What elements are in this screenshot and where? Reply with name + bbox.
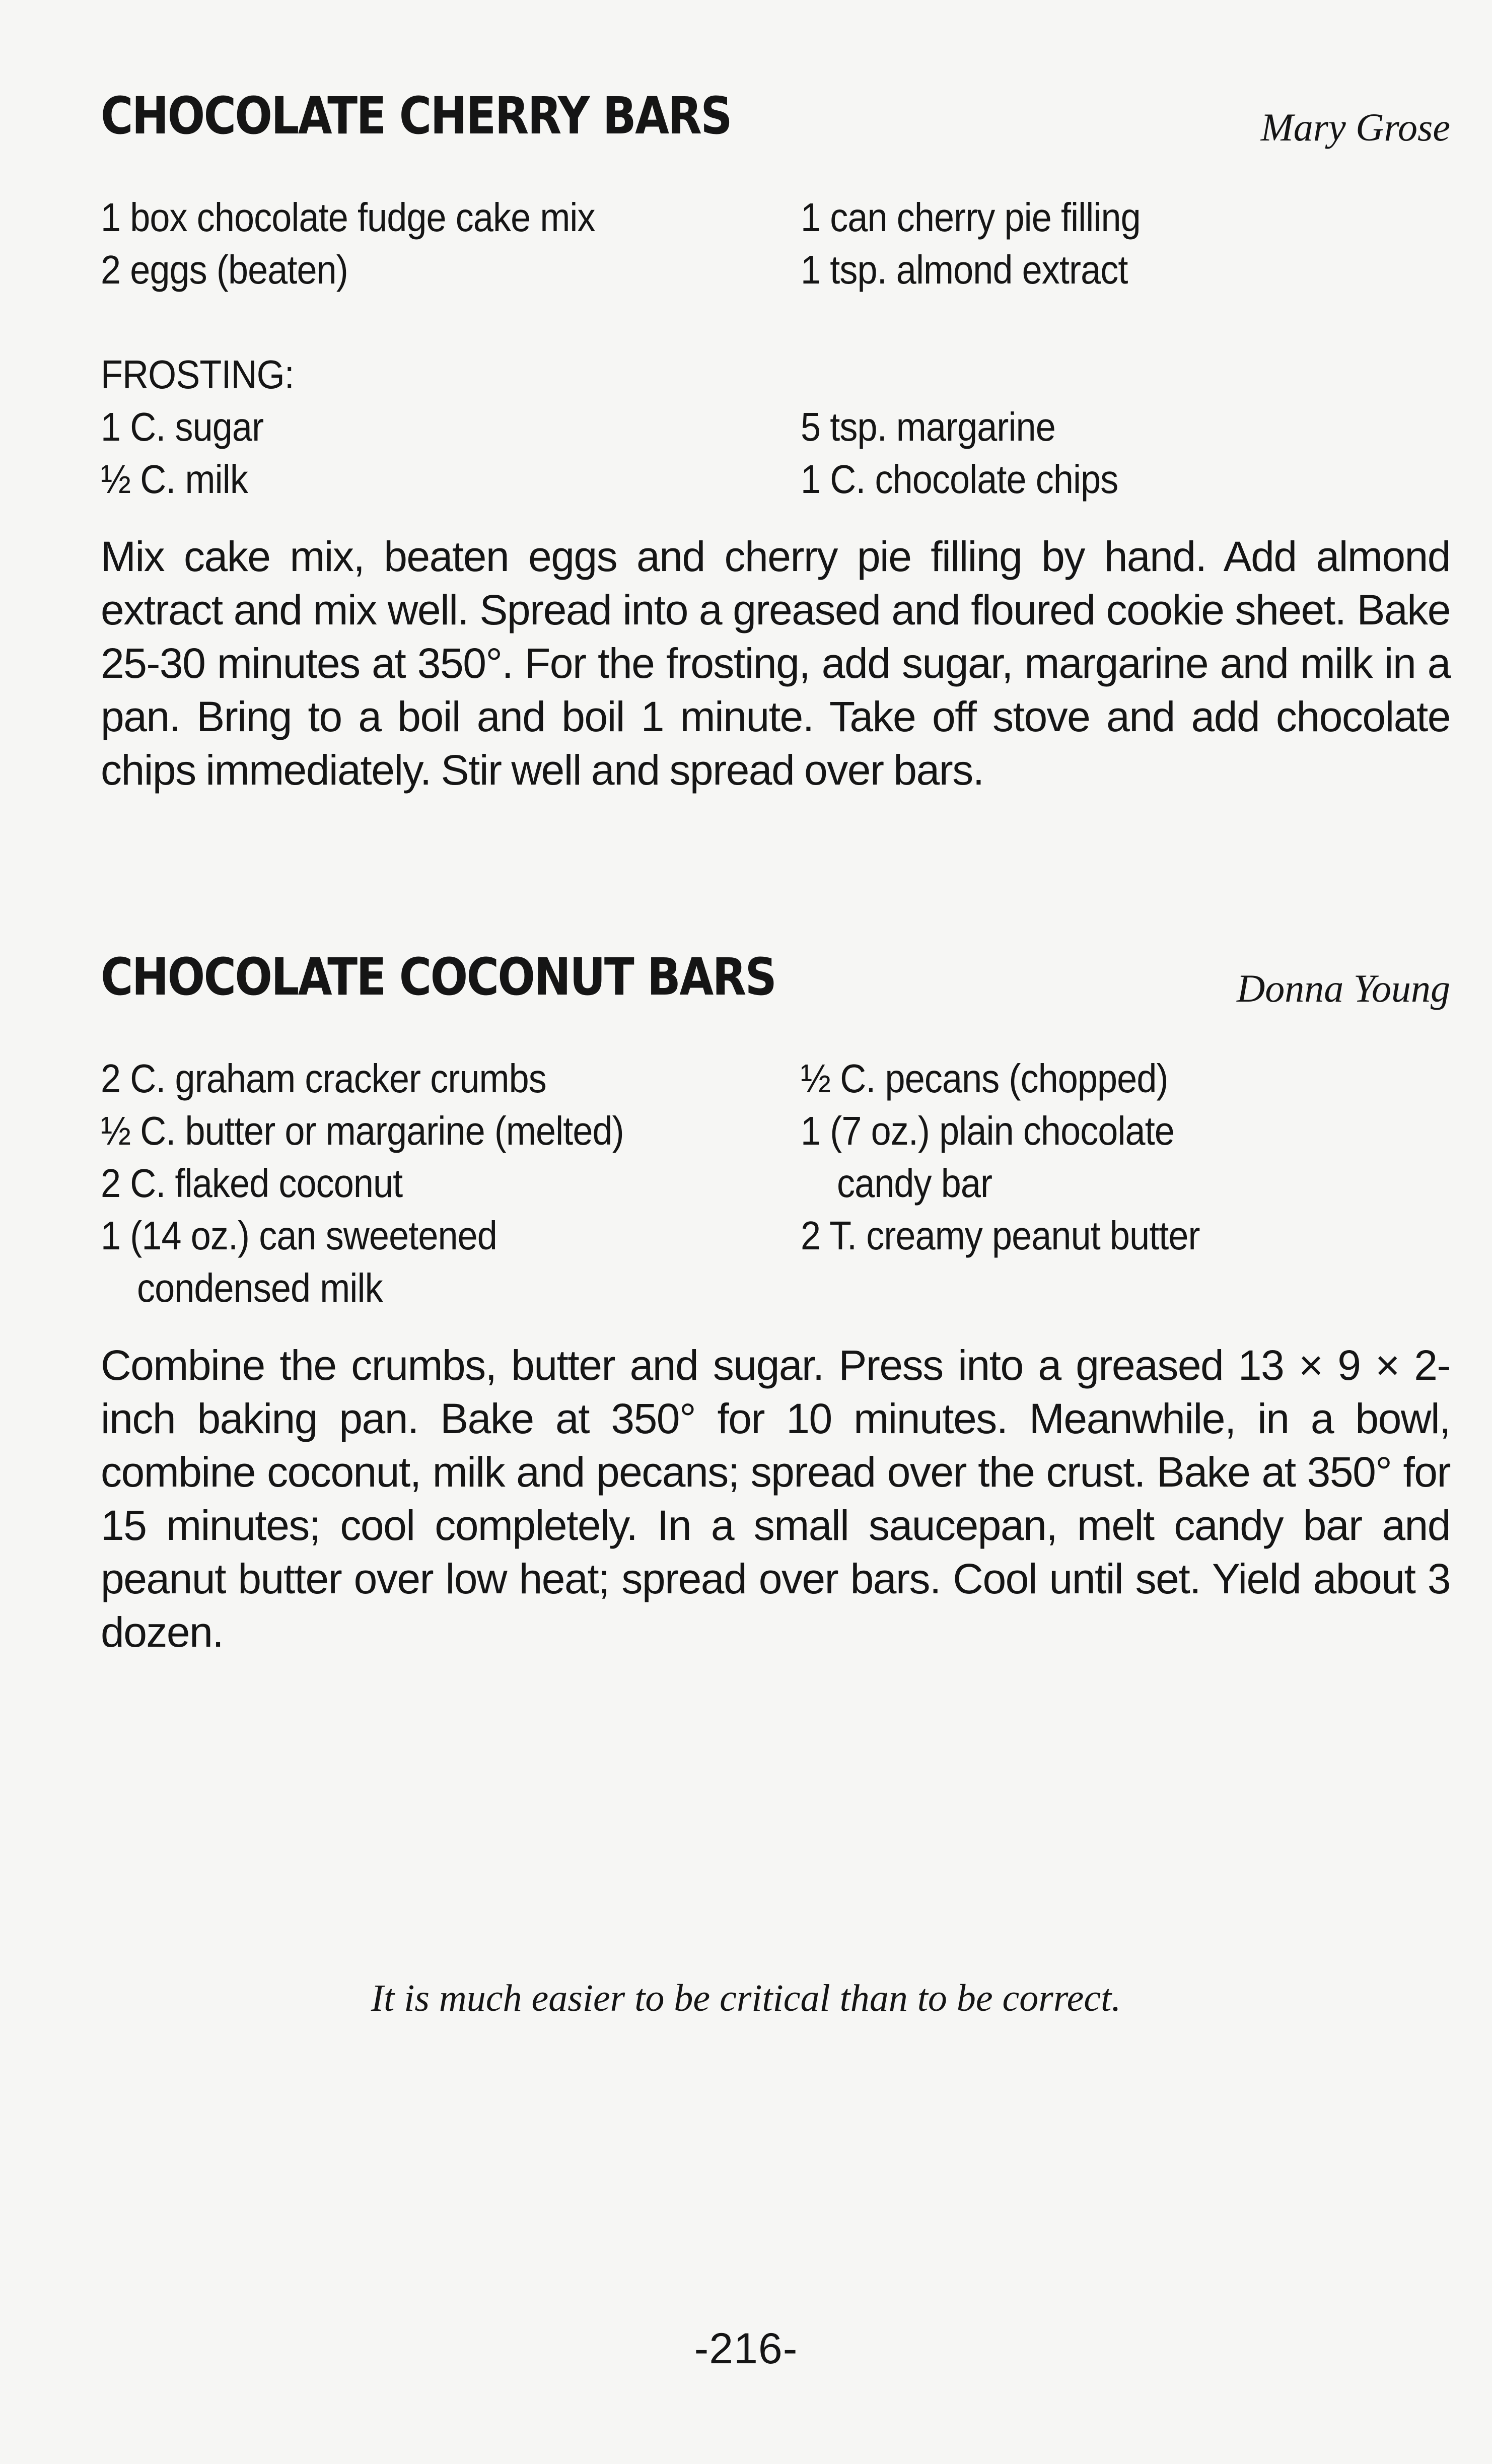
ingredient-item: 2 C. flaked coconut xyxy=(101,1161,403,1206)
ingredient-item: 2 T. creamy peanut butter xyxy=(801,1213,1200,1258)
ingredient-item: 1 tsp. almond extract xyxy=(801,247,1128,292)
recipe-chocolate-coconut-bars xyxy=(101,947,1450,1701)
recipe-chocolate-cherry-bars xyxy=(101,86,1450,839)
page-number: -216- xyxy=(694,2325,798,2373)
frosting-ingredient-item: 1 C. chocolate chips xyxy=(801,457,1118,502)
footer-quote: It is much easier to be critical than to be correct. xyxy=(371,1977,1121,2019)
ingredient-item: 1 (14 oz.) can sweetened xyxy=(101,1213,497,1258)
spacer xyxy=(801,296,1450,348)
ingredient-column-left xyxy=(101,191,801,506)
recipe-header xyxy=(101,86,1450,156)
frosting-ingredient-item: ½ C. milk xyxy=(101,457,248,502)
ingredient-item: 2 C. graham cracker crumbs xyxy=(101,1056,546,1101)
recipe-title: CHOCOLATE COCONUT BARS xyxy=(101,947,776,1007)
recipe-author: Mary Grose xyxy=(1260,105,1450,149)
spacer xyxy=(801,348,1450,401)
frosting-heading: FROSTING: xyxy=(101,352,294,397)
recipe-title: CHOCOLATE CHERRY BARS xyxy=(101,86,731,146)
ingredient-list xyxy=(101,191,1450,506)
frosting-ingredient-item: 1 C. sugar xyxy=(101,404,264,449)
ingredient-column-right xyxy=(801,191,1450,506)
ingredient-item-continued: candy bar xyxy=(837,1161,992,1206)
ingredient-item: 2 eggs (beaten) xyxy=(101,247,348,292)
recipe-instructions: Combine the crumbs, butter and sugar. Press into a greased 13 × 9 × 2-inch baking pan. Bake at 350° for 10 minutes. Meanwhile, in a bowl, combine coconut, milk and pecans; spread over the crust. Bake at 350° for 15 minutes; cool completely. In a small saucepan, melt candy bar and peanut butter over low heat; spread over bars. Cool until set. Yield about 3 dozen. xyxy=(101,1342,1450,1656)
ingredient-item: 1 (7 oz.) plain chocolate xyxy=(801,1108,1174,1153)
frosting-ingredient-item: 5 tsp. margarine xyxy=(801,404,1055,449)
ingredient-column-right xyxy=(801,1052,1450,1314)
recipe-author: Donna Young xyxy=(1236,966,1450,1010)
ingredient-column-left xyxy=(101,1052,801,1314)
ingredient-item: 1 can cherry pie filling xyxy=(801,195,1141,240)
recipe-instructions: Mix cake mix, beaten eggs and cherry pie filling by hand. Add almond extract and mix well. Spread into a greased and floured cookie sheet. Bake 25-30 minutes at 350°. For the frosting, add sugar, margarine and milk in a pan. Bring to a boil and boil 1 minute. Take off stove and add chocolate chips immediately. Stir well and spread over bars. xyxy=(101,533,1450,794)
spacer xyxy=(101,296,801,348)
ingredient-item: 1 box chocolate fudge cake mix xyxy=(101,195,595,240)
recipe-header xyxy=(101,947,1450,1017)
ingredient-item-continued: condensed milk xyxy=(137,1265,383,1310)
ingredient-list xyxy=(101,1052,1450,1314)
ingredient-item: ½ C. butter or margarine (melted) xyxy=(101,1108,624,1153)
ingredient-item: ½ C. pecans (chopped) xyxy=(801,1056,1168,1101)
